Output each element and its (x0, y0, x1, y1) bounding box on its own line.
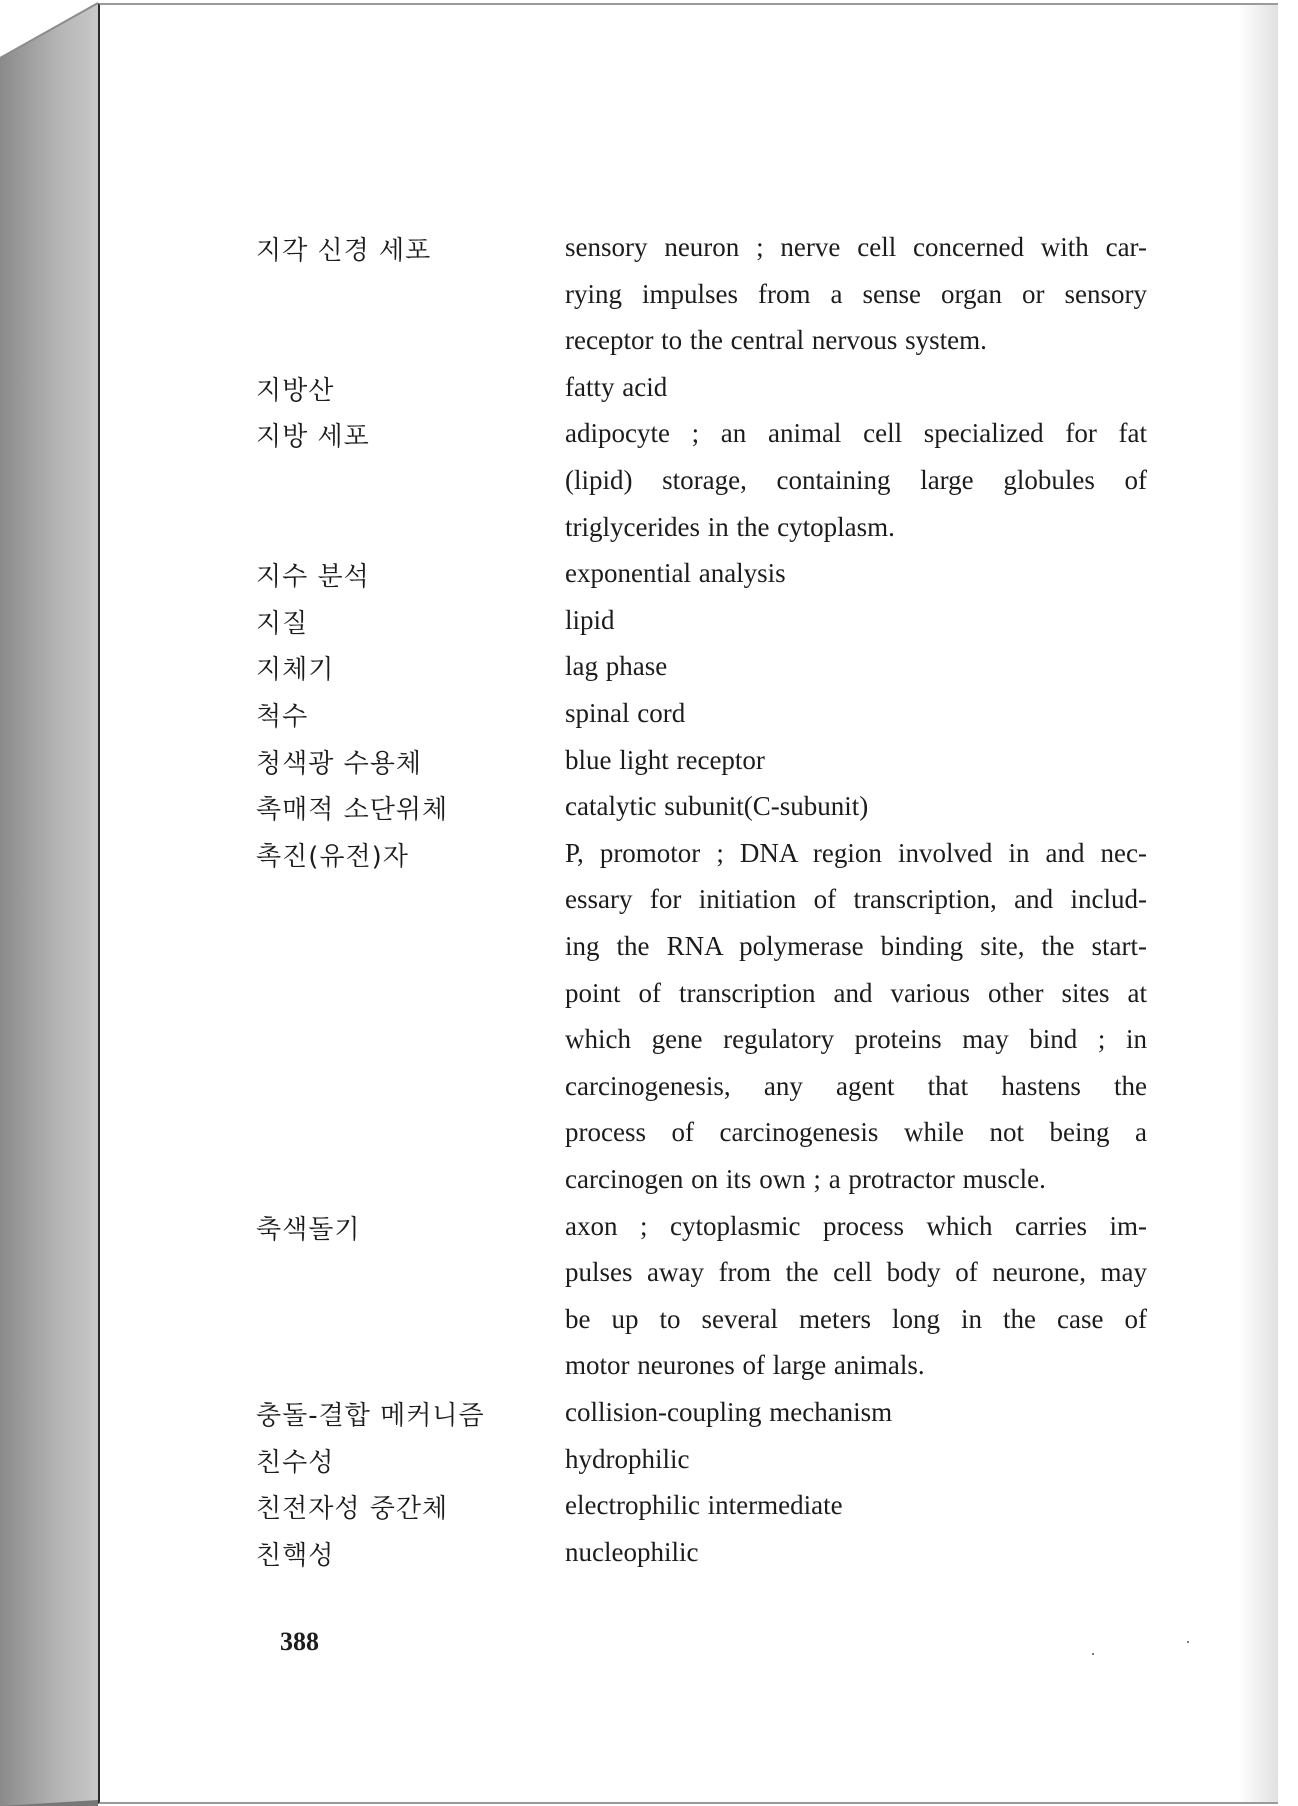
dust-speck (1187, 1641, 1189, 1643)
glossary-definition (565, 643, 1147, 690)
glossary-term: 축색돌기 (256, 1214, 361, 1245)
glossary-term: 친수성 (256, 1447, 335, 1478)
glossary-term: 지방 세포 (256, 422, 370, 453)
glossary-definition (565, 364, 1147, 411)
glossary-term: 지질 (256, 608, 309, 639)
definition-line: sensory neuron ; nerve cell concerned with car- (565, 232, 1147, 262)
definition-line: exponential analysis (565, 558, 786, 589)
definition-line: which gene regulatory proteins may bind ; in (565, 1024, 1147, 1055)
glossary-definition (565, 783, 1147, 830)
glossary-definition (565, 737, 1147, 784)
definition-line: carcinogen on its own ; a protractor muscle. (565, 1163, 1046, 1194)
definition-line: fatty acid (565, 371, 668, 402)
definition-line: be up to several meters long in the case of (565, 1303, 1147, 1334)
glossary-definition (565, 1389, 1147, 1436)
glossary-term: 척수 (256, 702, 309, 732)
definition-line: adipocyte ; an animal cell specialized for fat (565, 418, 1147, 449)
definition-line: collision-coupling mechanism (565, 1397, 893, 1427)
definition-line: (lipid) storage, containing large globules of (565, 464, 1147, 495)
definition-line: receptor to the central nervous system. (565, 325, 987, 356)
glossary-term: 지체기 (256, 655, 335, 686)
definition-line: lag phase (565, 651, 668, 682)
glossary-term: 촉진(유전)자 (256, 841, 409, 872)
page-number: 388 (280, 1627, 319, 1656)
glossary-definition (565, 550, 1147, 597)
definition-line: ing the RNA polymerase binding site, the start- (565, 930, 1147, 961)
definition-line: P, promotor ; DNA region involved in and nec- (565, 837, 1147, 868)
glossary-term: 친핵성 (256, 1540, 335, 1571)
glossary-definition (565, 1436, 1147, 1483)
glossary-term: 지수 분석 (256, 562, 370, 593)
definition-line: pulses away from the cell body of neurone, may (565, 1257, 1147, 1288)
definition-line: catalytic subunit(C-subunit) (565, 791, 869, 822)
glossary-term: 충돌-결합 메커니즘 (256, 1401, 485, 1431)
glossary-entries (100, 5, 1278, 1802)
glossary-definition (565, 1529, 1147, 1576)
definition-line: essary for initiation of transcription, and includ- (565, 884, 1147, 915)
definition-line: blue light receptor (565, 744, 765, 775)
definition-line: electrophilic intermediate (565, 1490, 843, 1521)
definition-line: point of transcription and various other sites at (565, 977, 1147, 1008)
book-page (98, 3, 1278, 1804)
glossary-term: 청색광 수용체 (256, 748, 422, 779)
glossary-definition (565, 1482, 1147, 1529)
glossary-definition (565, 1203, 1147, 1389)
glossary-term: 지각 신경 세포 (256, 236, 432, 266)
glossary-definition (565, 224, 1147, 364)
glossary-term: 지방산 (256, 375, 335, 406)
definition-line: rying impulses from a sense organ or sensory (565, 278, 1147, 309)
definition-line: axon ; cytoplasmic process which carries im- (565, 1210, 1147, 1241)
glossary-definition (565, 410, 1147, 550)
definition-line: triglycerides in the cytoplasm. (565, 511, 895, 542)
definition-line: carcinogenesis, any agent that hastens the (565, 1070, 1147, 1101)
definition-line: spinal cord (565, 698, 686, 728)
dust-speck (1092, 1653, 1094, 1655)
glossary-definition (565, 690, 1147, 737)
glossary-term: 촉매적 소단위체 (256, 795, 449, 826)
glossary-definition (565, 597, 1147, 644)
definition-line: motor neurones of large animals. (565, 1350, 925, 1381)
definition-line: process of carcinogenesis while not being a (565, 1117, 1147, 1148)
definition-line: lipid (565, 604, 615, 635)
definition-line: nucleophilic (565, 1536, 699, 1567)
glossary-definition (565, 830, 1147, 1203)
glossary-term: 친전자성 중간체 (256, 1494, 449, 1525)
definition-line: hydrophilic (565, 1443, 690, 1474)
